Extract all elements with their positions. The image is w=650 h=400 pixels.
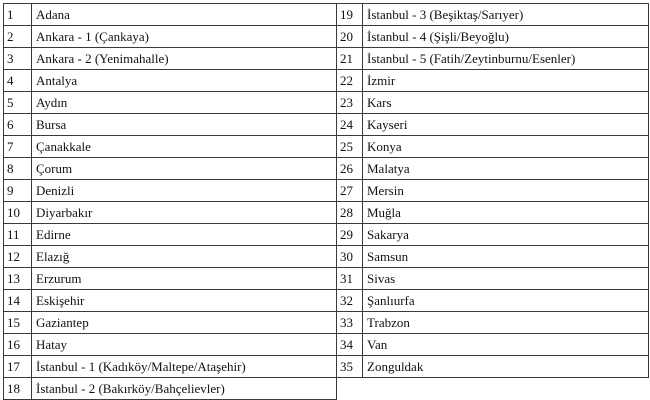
city-name-right: Şanlıurfa [363,290,649,312]
table-row [4,70,649,92]
table-row [4,356,649,378]
city-name-left: Gaziantep [32,312,337,334]
city-name-left: Ankara - 1 (Çankaya) [32,26,337,48]
row-number-left: 2 [4,26,32,48]
city-name-left: Edirne [32,224,337,246]
city-name-right: Van [363,334,649,356]
city-name-right: Samsun [363,246,649,268]
city-name-right: Muğla [363,202,649,224]
table-row [4,224,649,246]
row-number-right: 20 [337,26,363,48]
table-row [4,4,649,26]
city-name-left: Erzurum [32,268,337,290]
row-number-right: 31 [337,268,363,290]
row-number-right: 25 [337,136,363,158]
city-name-left: Çanakkale [32,136,337,158]
row-number-left: 10 [4,202,32,224]
table-row [4,48,649,70]
row-number-right: 24 [337,114,363,136]
city-name-right: Trabzon [363,312,649,334]
city-name-right: Kayseri [363,114,649,136]
row-number-right: 22 [337,70,363,92]
row-number-left: 13 [4,268,32,290]
city-name-left: Hatay [32,334,337,356]
table-row [4,312,649,334]
table-row [4,26,649,48]
table-row [4,202,649,224]
city-list-table [3,3,649,400]
city-name-right: İzmir [363,70,649,92]
table-row [4,246,649,268]
city-name-left: İstanbul - 2 (Bakırköy/Bahçelievler) [32,378,337,400]
city-name-left: Elazığ [32,246,337,268]
table-row [4,334,649,356]
row-number-left: 8 [4,158,32,180]
row-number-left: 11 [4,224,32,246]
city-name-right: Mersin [363,180,649,202]
row-number-left: 17 [4,356,32,378]
city-name-left: Antalya [32,70,337,92]
row-number-right: 35 [337,356,363,378]
table-row [4,268,649,290]
row-number-left: 16 [4,334,32,356]
city-name-right: İstanbul - 4 (Şişli/Beyoğlu) [363,26,649,48]
row-number-left: 9 [4,180,32,202]
city-name-left: Bursa [32,114,337,136]
row-number-right: 19 [337,4,363,26]
row-number-right: 21 [337,48,363,70]
table-row [4,136,649,158]
table-row [4,114,649,136]
city-list-body [4,4,649,400]
row-number-right: 33 [337,312,363,334]
city-name-left: Ankara - 2 (Yenimahalle) [32,48,337,70]
city-name-right: Sivas [363,268,649,290]
city-name-right: Malatya [363,158,649,180]
table-row [4,290,649,312]
empty-cell [337,378,649,400]
city-name-right: Sakarya [363,224,649,246]
row-number-right: 26 [337,158,363,180]
table-row [4,180,649,202]
city-name-left: Eskişehir [32,290,337,312]
row-number-left: 12 [4,246,32,268]
row-number-left: 18 [4,378,32,400]
row-number-right: 23 [337,92,363,114]
city-name-left: İstanbul - 1 (Kadıköy/Maltepe/Ataşehir) [32,356,337,378]
city-name-left: Denizli [32,180,337,202]
city-name-right: İstanbul - 3 (Beşiktaş/Sarıyer) [363,4,649,26]
city-name-right: İstanbul - 5 (Fatih/Zeytinburnu/Esenler) [363,48,649,70]
row-number-left: 15 [4,312,32,334]
row-number-left: 3 [4,48,32,70]
row-number-right: 30 [337,246,363,268]
row-number-left: 4 [4,70,32,92]
city-name-left: Aydın [32,92,337,114]
table-row [4,158,649,180]
city-name-right: Konya [363,136,649,158]
city-name-right: Zonguldak [363,356,649,378]
row-number-right: 34 [337,334,363,356]
table-row [4,378,649,400]
row-number-right: 32 [337,290,363,312]
row-number-right: 27 [337,180,363,202]
row-number-left: 14 [4,290,32,312]
row-number-left: 6 [4,114,32,136]
city-name-right: Kars [363,92,649,114]
row-number-left: 5 [4,92,32,114]
table-row [4,92,649,114]
row-number-right: 28 [337,202,363,224]
row-number-left: 1 [4,4,32,26]
row-number-right: 29 [337,224,363,246]
row-number-left: 7 [4,136,32,158]
city-name-left: Adana [32,4,337,26]
city-name-left: Çorum [32,158,337,180]
city-name-left: Diyarbakır [32,202,337,224]
